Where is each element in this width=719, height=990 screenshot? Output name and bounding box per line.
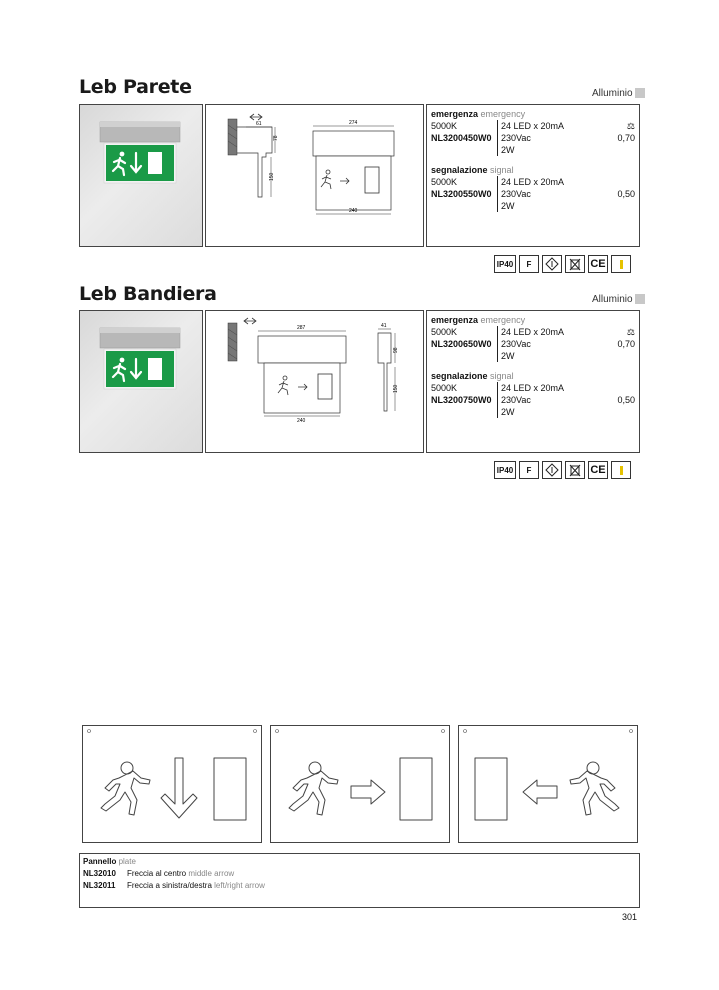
signal-heading: segnalazione signal [431, 371, 514, 381]
dim-side-top: 41 [381, 323, 387, 329]
emergency-weight: 0,70 [617, 339, 635, 349]
ce-mark-icon: CE [588, 461, 608, 479]
dim-front-top: 274 [349, 120, 358, 126]
signal-weight: 0,50 [617, 395, 635, 405]
weight-icon: ⚖ [626, 121, 635, 131]
emergency-temp: 5000K [431, 121, 458, 131]
spec-table [426, 310, 640, 453]
signal-power: 2W [497, 200, 607, 212]
emergency-voltage: 230Vac [497, 132, 607, 144]
signal-code: NL3200750W0 [431, 395, 492, 405]
dim-front-top: 287 [297, 325, 306, 331]
emergency-power: 2W [497, 350, 607, 362]
plate-legend [79, 853, 640, 908]
plate-right-arrow [270, 725, 450, 843]
plate-middle-arrow [82, 725, 262, 843]
signal-temp: 5000K [431, 383, 458, 393]
signal-heading: segnalazione signal [431, 165, 514, 175]
finish-text: Alluminio [592, 88, 633, 99]
product-photo [79, 104, 203, 247]
emergency-code: NL3200650W0 [431, 339, 492, 349]
weee-bin-icon [565, 461, 585, 479]
emergency-led: 24 LED x 20mA [497, 326, 607, 338]
plate-item: NL32011 Freccia a sinistra/destra left/right arrow [83, 881, 265, 890]
emergency-power: 2W [497, 144, 607, 156]
ce-mark-icon: CE [588, 255, 608, 273]
sign-illustration [80, 105, 202, 246]
dimension-drawing [205, 104, 424, 247]
plate-pictogram [459, 726, 637, 842]
class-ii-icon [542, 461, 562, 479]
finish-label [592, 88, 645, 99]
dim-side-h1: 78 [273, 135, 279, 141]
technical-drawing [206, 105, 423, 246]
signal-temp: 5000K [431, 177, 458, 187]
finish-swatch [635, 88, 645, 98]
dim-front-bottom: 240 [297, 418, 306, 424]
spec-table [426, 104, 640, 247]
signal-voltage: 230Vac [497, 188, 607, 200]
plate-pictogram [271, 726, 449, 842]
section-title: Leb Parete [79, 76, 192, 98]
plate-left-arrow [458, 725, 638, 843]
f-mark-icon: F [519, 255, 539, 273]
cert-icons [494, 461, 631, 479]
plate-heading: Pannello plate [83, 857, 136, 866]
signal-code: NL3200550W0 [431, 189, 492, 199]
class-ii-icon [542, 255, 562, 273]
ip-rating-icon: IP40 [494, 461, 516, 479]
dimension-drawing [205, 310, 424, 453]
dim-side-top: 61 [256, 121, 262, 127]
signal-weight: 0,50 [617, 189, 635, 199]
technical-drawing [206, 311, 423, 452]
f-mark-icon: F [519, 461, 539, 479]
ip-rating-icon: IP40 [494, 255, 516, 273]
emergency-heading: emergenza emergency [431, 315, 526, 325]
plate-pictogram [83, 726, 261, 842]
signal-power: 2W [497, 406, 607, 418]
emergency-temp: 5000K [431, 327, 458, 337]
emergency-weight: 0,70 [617, 133, 635, 143]
dim-side-h1: 98 [393, 347, 399, 353]
page-number: 301 [622, 912, 638, 922]
weight-icon: ⚖ [626, 327, 635, 337]
section-title: Leb Bandiera [79, 283, 217, 305]
dim-side-h2: 150 [269, 172, 275, 181]
emergency-voltage: 230Vac [497, 338, 607, 350]
finish-label [592, 294, 645, 305]
cert-icons [494, 255, 631, 273]
signal-voltage: 230Vac [497, 394, 607, 406]
sign-illustration [80, 311, 202, 452]
dim-side-h2: 150 [393, 384, 399, 393]
emergency-heading: emergenza emergency [431, 109, 526, 119]
weee-bin-icon [565, 255, 585, 273]
emergency-code: NL3200450W0 [431, 133, 492, 143]
finish-text: Alluminio [592, 294, 633, 305]
energy-icon [611, 461, 631, 479]
energy-icon [611, 255, 631, 273]
emergency-led: 24 LED x 20mA [497, 120, 607, 132]
finish-swatch [635, 294, 645, 304]
product-photo [79, 310, 203, 453]
signal-led: 24 LED x 20mA [497, 176, 607, 188]
dim-front-bottom: 240 [349, 208, 358, 214]
signal-led: 24 LED x 20mA [497, 382, 607, 394]
plate-item: NL32010 Freccia al centro middle arrow [83, 869, 235, 878]
